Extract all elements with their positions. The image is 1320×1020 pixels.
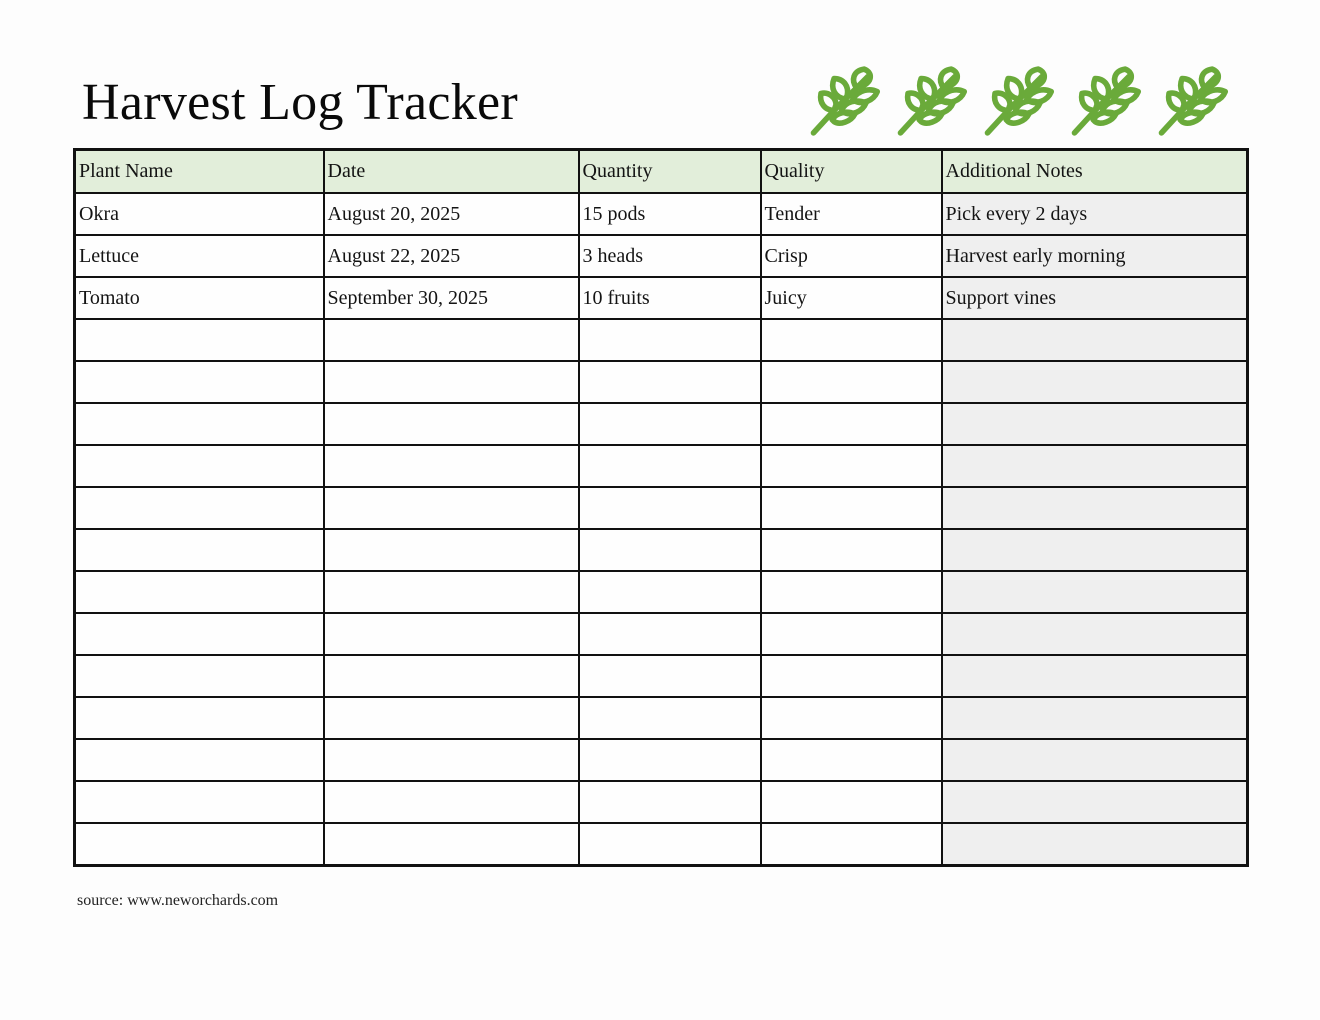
date-cell[interactable]	[324, 781, 579, 823]
quality-cell[interactable]	[761, 487, 942, 529]
table-row	[75, 739, 1248, 781]
plant-name-cell[interactable]	[75, 403, 324, 445]
notes-cell[interactable]	[942, 697, 1248, 739]
date-cell[interactable]	[324, 823, 579, 866]
notes-cell[interactable]: Pick every 2 days	[942, 193, 1248, 235]
notes-cell[interactable]: Support vines	[942, 277, 1248, 319]
date-cell[interactable]	[324, 487, 579, 529]
date-cell[interactable]	[324, 571, 579, 613]
quantity-cell[interactable]	[579, 403, 761, 445]
plant-name-cell[interactable]	[75, 445, 324, 487]
date-cell[interactable]: August 20, 2025	[324, 193, 579, 235]
plant-name-cell[interactable]: Okra	[75, 193, 324, 235]
notes-cell[interactable]	[942, 403, 1248, 445]
quantity-cell[interactable]: 10 fruits	[579, 277, 761, 319]
page-title: Harvest Log Tracker	[82, 74, 519, 131]
table-row	[75, 487, 1248, 529]
quality-cell[interactable]	[761, 697, 942, 739]
quantity-cell[interactable]	[579, 571, 761, 613]
column-header-quality: Quality	[761, 150, 942, 194]
plant-name-cell[interactable]	[75, 361, 324, 403]
wheat-icon-row	[806, 62, 1229, 140]
quality-cell[interactable]	[761, 823, 942, 866]
notes-cell[interactable]	[942, 571, 1248, 613]
notes-cell[interactable]	[942, 529, 1248, 571]
quality-cell[interactable]: Crisp	[761, 235, 942, 277]
date-cell[interactable]	[324, 529, 579, 571]
table-row	[75, 655, 1248, 697]
quality-cell[interactable]	[761, 613, 942, 655]
quantity-cell[interactable]	[579, 697, 761, 739]
date-cell[interactable]	[324, 319, 579, 361]
table-row	[75, 235, 1248, 277]
plant-name-cell[interactable]	[75, 739, 324, 781]
date-cell[interactable]	[324, 403, 579, 445]
column-header-additional-notes: Additional Notes	[942, 150, 1248, 194]
quality-cell[interactable]: Tender	[761, 193, 942, 235]
notes-cell[interactable]: Harvest early morning	[942, 235, 1248, 277]
plant-name-cell[interactable]	[75, 697, 324, 739]
date-cell[interactable]	[324, 697, 579, 739]
table-row	[75, 319, 1248, 361]
wheat-icon	[806, 62, 881, 140]
date-cell[interactable]	[324, 739, 579, 781]
date-cell[interactable]	[324, 613, 579, 655]
plant-name-cell[interactable]: Tomato	[75, 277, 324, 319]
table-row	[75, 193, 1248, 235]
quantity-cell[interactable]	[579, 319, 761, 361]
quality-cell[interactable]	[761, 445, 942, 487]
quantity-cell[interactable]	[579, 361, 761, 403]
table-header-row	[75, 150, 1248, 194]
quality-cell[interactable]	[761, 739, 942, 781]
table-row	[75, 403, 1248, 445]
date-cell[interactable]	[324, 655, 579, 697]
column-header-quantity: Quantity	[579, 150, 761, 194]
plant-name-cell[interactable]	[75, 781, 324, 823]
quality-cell[interactable]	[761, 655, 942, 697]
table-row	[75, 277, 1248, 319]
notes-cell[interactable]	[942, 781, 1248, 823]
table-row	[75, 571, 1248, 613]
plant-name-cell[interactable]	[75, 613, 324, 655]
column-header-plant-name: Plant Name	[75, 150, 324, 194]
date-cell[interactable]	[324, 361, 579, 403]
wheat-icon	[893, 62, 968, 140]
plant-name-cell[interactable]	[75, 487, 324, 529]
notes-cell[interactable]	[942, 361, 1248, 403]
quantity-cell[interactable]	[579, 613, 761, 655]
notes-cell[interactable]	[942, 613, 1248, 655]
plant-name-cell[interactable]: Lettuce	[75, 235, 324, 277]
table-row	[75, 361, 1248, 403]
quantity-cell[interactable]	[579, 487, 761, 529]
date-cell[interactable]: August 22, 2025	[324, 235, 579, 277]
date-cell[interactable]	[324, 445, 579, 487]
quality-cell[interactable]	[761, 403, 942, 445]
notes-cell[interactable]	[942, 823, 1248, 866]
quality-cell[interactable]	[761, 361, 942, 403]
quantity-cell[interactable]	[579, 655, 761, 697]
quality-cell[interactable]	[761, 781, 942, 823]
table-row	[75, 529, 1248, 571]
source-citation: source: www.neworchards.com	[77, 892, 279, 909]
harvest-log-table	[73, 148, 1249, 867]
notes-cell[interactable]	[942, 487, 1248, 529]
plant-name-cell[interactable]	[75, 571, 324, 613]
plant-name-cell[interactable]	[75, 319, 324, 361]
quantity-cell[interactable]	[579, 529, 761, 571]
wheat-icon	[1154, 62, 1229, 140]
table-row	[75, 613, 1248, 655]
wheat-icon	[1067, 62, 1142, 140]
quality-cell[interactable]: Juicy	[761, 277, 942, 319]
table-row	[75, 781, 1248, 823]
quality-cell[interactable]	[761, 571, 942, 613]
plant-name-cell[interactable]	[75, 823, 324, 866]
quantity-cell[interactable]	[579, 781, 761, 823]
table-row	[75, 445, 1248, 487]
notes-cell[interactable]	[942, 739, 1248, 781]
plant-name-cell[interactable]	[75, 529, 324, 571]
table-row	[75, 823, 1248, 866]
plant-name-cell[interactable]	[75, 655, 324, 697]
quantity-cell[interactable]: 15 pods	[579, 193, 761, 235]
quality-cell[interactable]	[761, 319, 942, 361]
quality-cell[interactable]	[761, 529, 942, 571]
wheat-icon	[980, 62, 1055, 140]
table-row	[75, 697, 1248, 739]
notes-cell[interactable]	[942, 655, 1248, 697]
quantity-cell[interactable]	[579, 445, 761, 487]
notes-cell[interactable]	[942, 445, 1248, 487]
quantity-cell[interactable]	[579, 739, 761, 781]
notes-cell[interactable]	[942, 319, 1248, 361]
quantity-cell[interactable]	[579, 823, 761, 866]
quantity-cell[interactable]: 3 heads	[579, 235, 761, 277]
column-header-date: Date	[324, 150, 579, 194]
date-cell[interactable]: September 30, 2025	[324, 277, 579, 319]
